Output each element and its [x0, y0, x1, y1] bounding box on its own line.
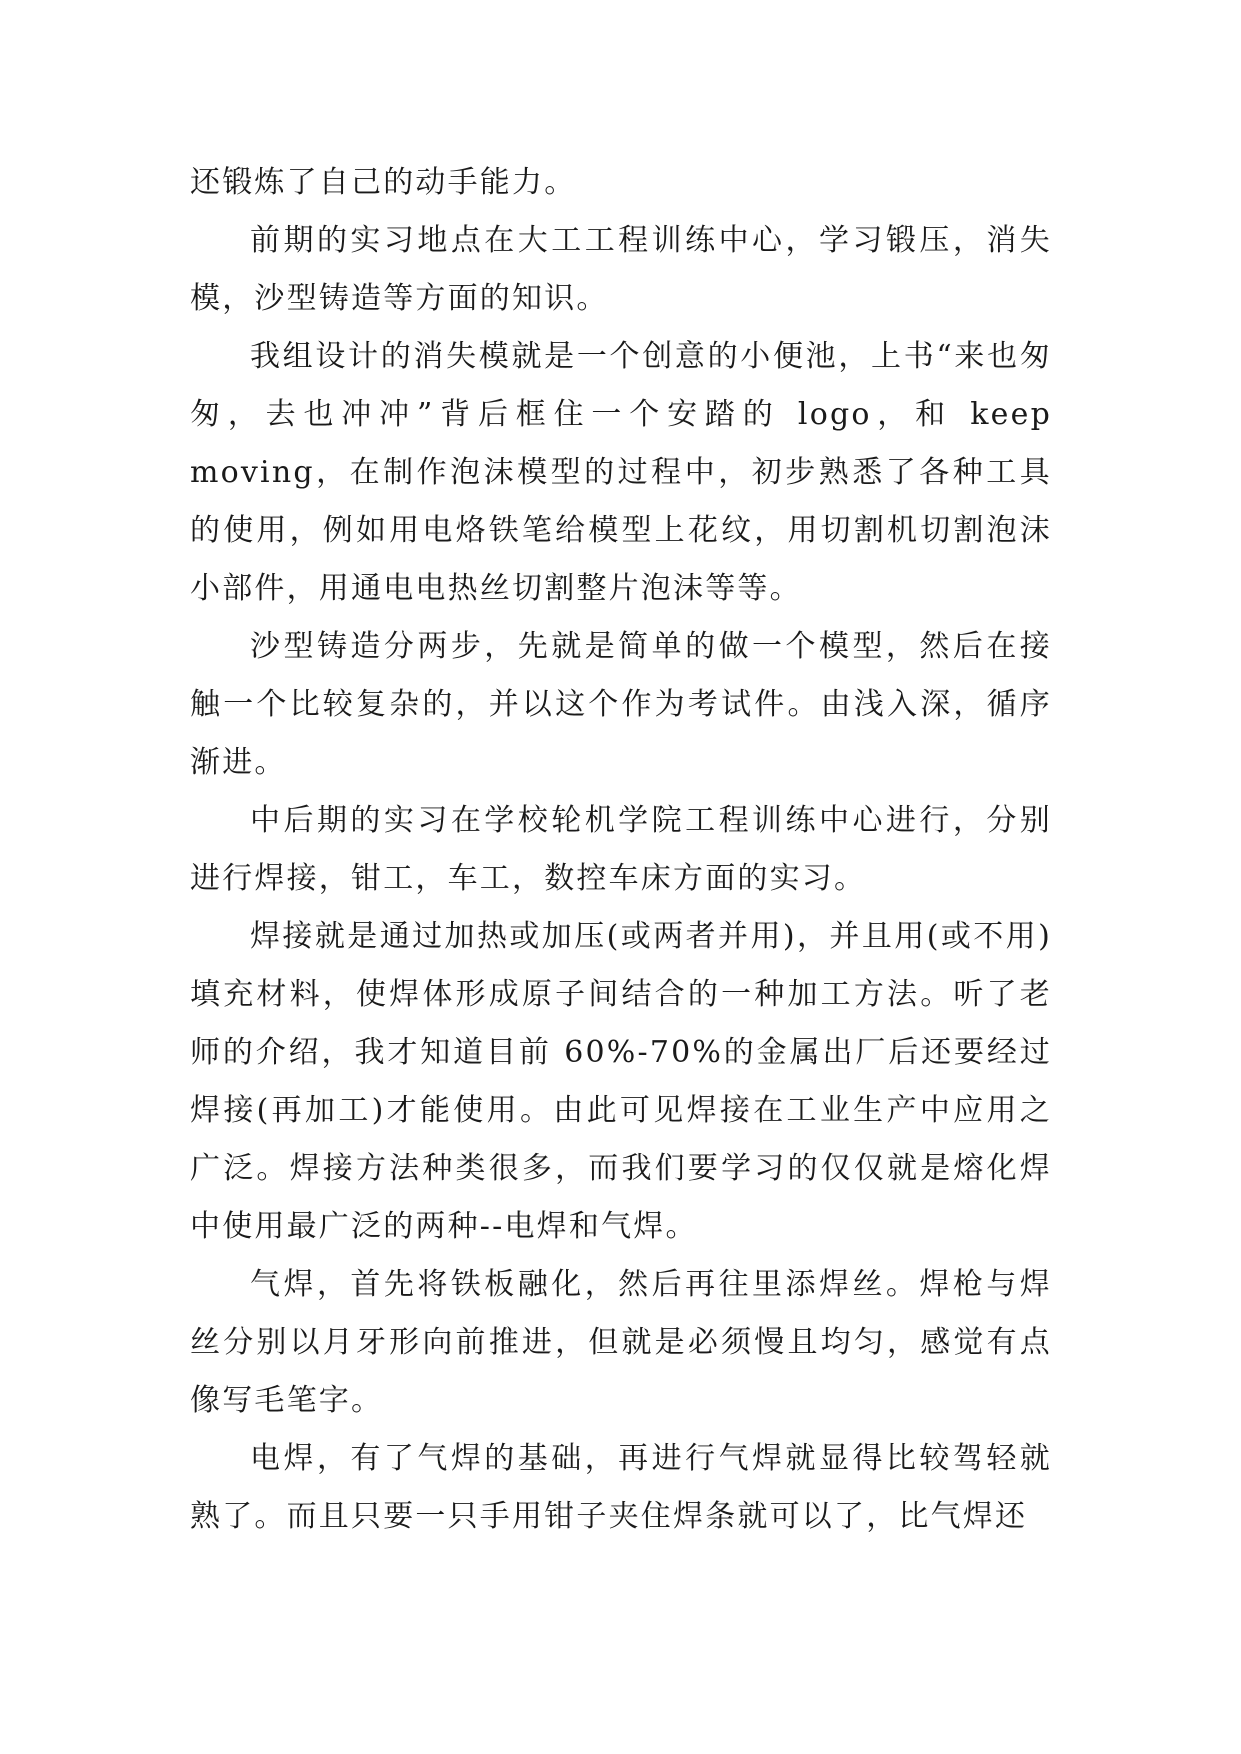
paragraph-3: 我组设计的消失模就是一个创意的小便池，上书“来也匆匆，去也冲冲”背后框住一个安踏的 logo，和 keep moving，在制作泡沫模型的过程中，初步熟悉了各种工具的使用，例如用电烙铁笔给模型上花纹，用切割机切割泡沫小部件，用通电电热丝切割整片泡沫等等。 — [190, 339, 1052, 606]
paragraph-8: 电焊，有了气焊的基础，再进行气焊就显得比较驾轻就熟了。而且只要一只手用钳子夹住焊条就可以了，比气焊还 — [190, 1441, 1052, 1534]
paragraph-1: 还锻炼了自己的动手能力。 — [190, 165, 577, 200]
paragraph-2: 前期的实习地点在大工工程训练中心，学习锻压，消失模，沙型铸造等方面的知识。 — [190, 223, 1052, 316]
paragraph-4: 沙型铸造分两步，先就是简单的做一个模型，然后在接触一个比较复杂的，并以这个作为考试件。由浅入深，循序渐进。 — [190, 629, 1052, 780]
document-body — [190, 154, 1052, 1546]
paragraph-5: 中后期的实习在学校轮机学院工程训练中心进行，分别进行焊接，钳工，车工，数控车床方面的实习。 — [190, 803, 1052, 896]
paragraph-7: 气焊，首先将铁板融化，然后再往里添焊丝。焊枪与焊丝分别以月牙形向前推进，但就是必须慢且均匀，感觉有点像写毛笔字。 — [190, 1267, 1052, 1418]
paragraph-6: 焊接就是通过加热或加压(或两者并用)，并且用(或不用)填充材料，使焊体形成原子间结合的一种加工方法。听了老师的介绍，我才知道目前 60%-70%的金属出厂后还要经过焊接(再加工)才能使用。由此可见焊接在工业生产中应用之广泛。焊接方法种类很多，而我们要学习的仅仅就是熔化焊中使用最广泛的两种--电焊和气焊。 — [190, 919, 1052, 1244]
